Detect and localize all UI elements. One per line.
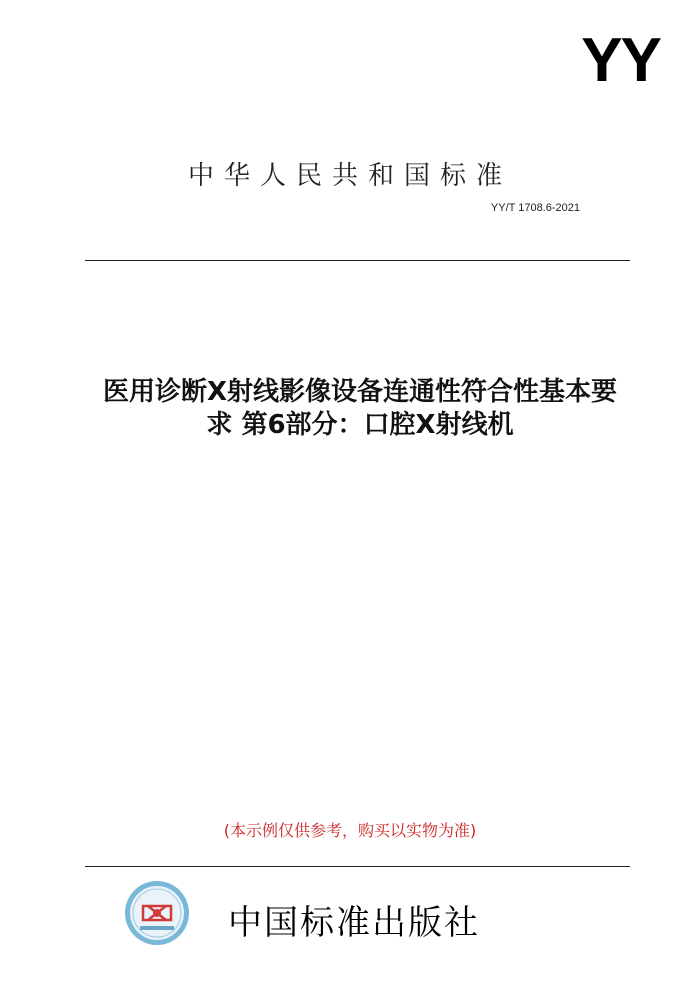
document-title-line-2: 求 第6部分：口腔X射线机 [206,410,514,440]
seal-lower-band [140,926,174,930]
national-standard-heading: 中华人民共和国标准 [187,161,512,191]
sample-notice: (本示例仅供参考，购买以实物为准) [223,821,477,840]
document-title-line-1: 医用诊断X射线影像设备连通性符合性基本要 [102,377,618,407]
standard-number: YY/T 1708.6-2021 [490,202,580,214]
publisher-seal-icon [124,880,190,946]
top-divider [85,260,630,261]
standard-code-mark: YY [581,26,660,95]
seal-emblem-center [153,909,161,917]
publisher-name: 中国标准出版社 [228,903,480,943]
document-title [60,376,660,442]
bottom-divider [85,866,630,867]
